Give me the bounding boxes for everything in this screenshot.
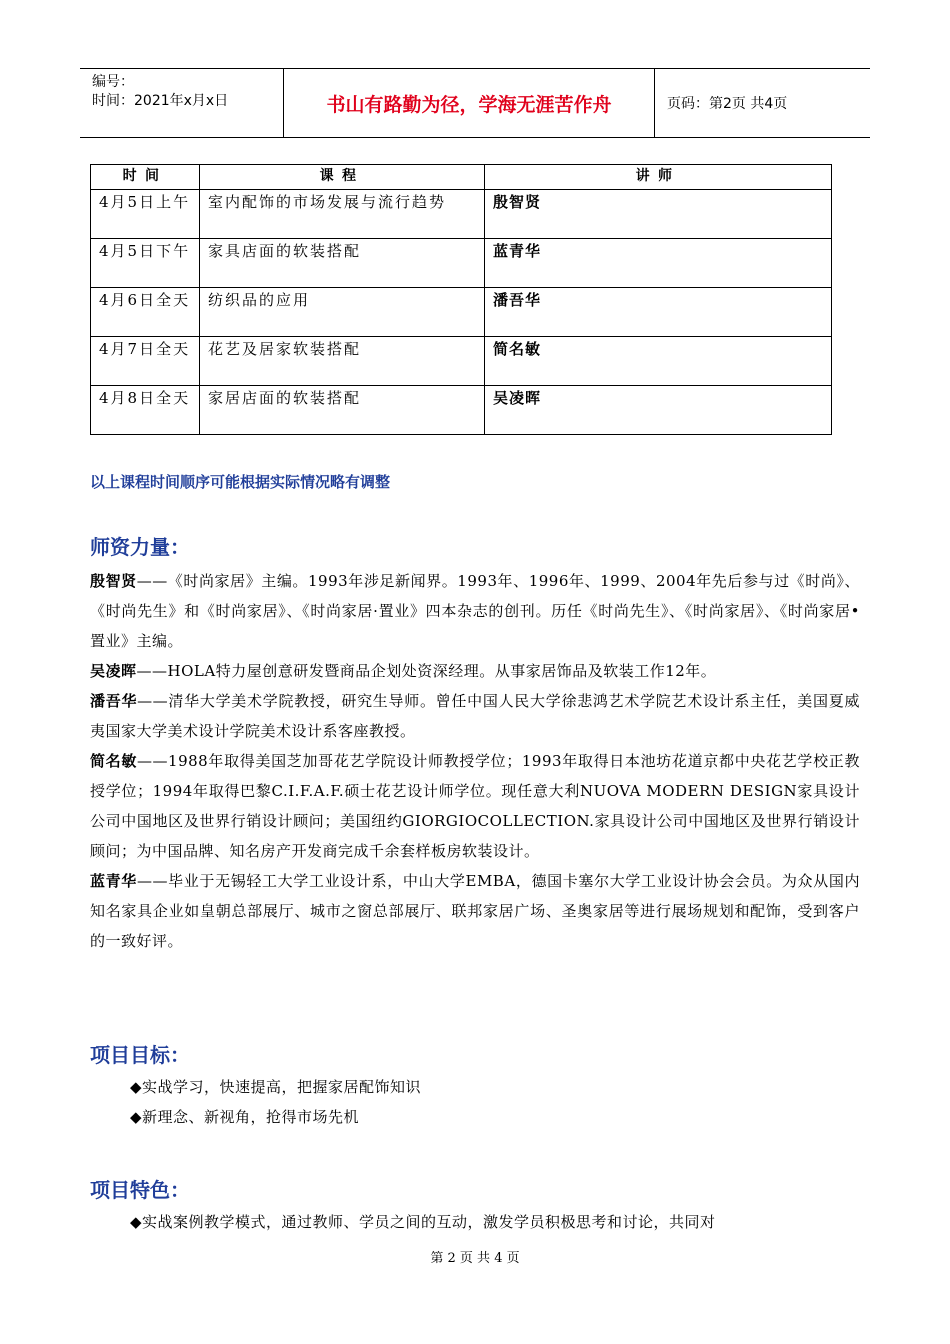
schedule-note: 以上课程时间顺序可能根据实际情况略有调整 — [90, 473, 391, 491]
page-footer: 第 2 页 共 4 页 — [430, 1251, 520, 1266]
table-row — [91, 288, 832, 337]
schedule-lecturer: 吴凌晖 — [485, 386, 832, 435]
faculty-name: 吴凌晖 — [90, 662, 137, 680]
schedule-lecturer: 简名敏 — [485, 337, 832, 386]
goals-heading: 项目目标： — [90, 1043, 190, 1067]
schedule-lecturer: 蓝青华 — [485, 239, 832, 288]
page-header — [80, 68, 870, 138]
document-number-label: 编号： — [92, 74, 134, 90]
header-meta — [80, 69, 283, 137]
schedule-header-row — [91, 165, 832, 190]
faculty-bio — [90, 686, 860, 746]
schedule-course: 纺织品的应用 — [200, 288, 485, 337]
diamond-bullet-icon: ◆ — [130, 1108, 143, 1126]
faculty-separator: —— — [136, 872, 168, 890]
faculty-bio — [90, 746, 860, 866]
header-page-info: 页码：第2页 共4页 — [667, 96, 788, 112]
table-row — [91, 386, 832, 435]
faculty-name: 简名敏 — [90, 752, 138, 770]
column-header-course: 课程 — [200, 165, 485, 190]
list-item — [130, 1072, 421, 1102]
schedule-course: 室内配饰的市场发展与流行趋势 — [200, 190, 485, 239]
faculty-description: HOLA特力屋创意研发暨商品企划处资深经理。从事家居饰品及软装工作12年。 — [167, 662, 717, 680]
schedule-table — [90, 164, 832, 435]
column-header-lecturer: 讲师 — [485, 165, 832, 190]
faculty-description: 《时尚家居》主编。1993年涉足新闻界。1993年、1996年、1999、2004年先后参与过《时尚》、《时尚先生》和《时尚家居》、《时尚家居·置业》四本杂志的创刊。历任《时尚先生》、《时尚家居》、《时尚家居•置业》主编。 — [90, 572, 860, 650]
table-row — [91, 337, 832, 386]
features-list — [130, 1207, 716, 1237]
schedule-time: 4月6日全天 — [91, 288, 200, 337]
header-slogan: 书山有路勤为径，学海无涯苦作舟 — [283, 69, 655, 137]
faculty-description: 1988年取得美国芝加哥花艺学院设计师教授学位；1993年取得日本池坊花道京都中央花艺学校正教授学位；1994年取得巴黎C.I.F.A.F.硕士花艺设计师学位。现任意大利NUOVA MODERN DESIGN家具设计公司中国地区及世界行销设计顾问；美国纽约GIORGIOCOLLECTION.家具设计公司中国地区及世界行销设计顾问；为中国品牌、知名房产开发商完成千余套样板房软装设计。 — [90, 752, 860, 860]
diamond-bullet-icon: ◆ — [130, 1213, 143, 1231]
faculty-bios — [90, 566, 860, 956]
schedule-course: 家具店面的软装搭配 — [200, 239, 485, 288]
faculty-separator: —— — [136, 662, 168, 680]
faculty-name: 潘吾华 — [90, 692, 138, 710]
faculty-separator: —— — [137, 752, 169, 770]
faculty-bio — [90, 566, 860, 656]
column-header-time: 时间 — [91, 165, 200, 190]
faculty-name: 蓝青华 — [90, 872, 137, 890]
faculty-separator: —— — [137, 692, 169, 710]
faculty-bio — [90, 866, 860, 956]
diamond-bullet-icon: ◆ — [130, 1078, 143, 1096]
schedule-time: 4月5日下午 — [91, 239, 200, 288]
goals-list — [130, 1072, 421, 1132]
list-item — [130, 1102, 421, 1132]
schedule-lecturer: 殷智贤 — [485, 190, 832, 239]
schedule-time: 4月5日上午 — [91, 190, 200, 239]
faculty-heading: 师资力量： — [90, 535, 190, 559]
schedule-time: 4月8日全天 — [91, 386, 200, 435]
goal-text: 实战学习，快速提高，把握家居配饰知识 — [142, 1078, 422, 1096]
faculty-separator: —— — [136, 572, 168, 590]
document-date: 时间：2021年x月x日 — [92, 93, 229, 109]
goal-text: 新理念、新视角，抢得市场先机 — [142, 1108, 360, 1126]
faculty-bio — [90, 656, 860, 686]
schedule-course: 花艺及居家软装搭配 — [200, 337, 485, 386]
faculty-name: 殷智贤 — [90, 572, 137, 590]
table-row — [91, 239, 832, 288]
faculty-description: 清华大学美术学院教授，研究生导师。曾任中国人民大学徐悲鸿艺术学院艺术设计系主任，美国夏威夷国家大学美术设计学院美术设计系客座教授。 — [90, 692, 860, 740]
feature-text: 实战案例教学模式，通过教师、学员之间的互动，激发学员积极思考和讨论，共同对 — [142, 1213, 716, 1231]
schedule-lecturer: 潘吾华 — [485, 288, 832, 337]
table-row — [91, 190, 832, 239]
schedule-course: 家居店面的软装搭配 — [200, 386, 485, 435]
faculty-description: 毕业于无锡轻工大学工业设计系，中山大学EMBA，德国卡塞尔大学工业设计协会会员。为众从国内知名家具企业如皇朝总部展厅、城市之窗总部展厅、联邦家居广场、圣奥家居等进行展场规划和配饰，受到客户的一致好评。 — [90, 872, 860, 950]
list-item — [130, 1207, 716, 1237]
schedule-time: 4月7日全天 — [91, 337, 200, 386]
features-heading: 项目特色： — [90, 1178, 190, 1202]
